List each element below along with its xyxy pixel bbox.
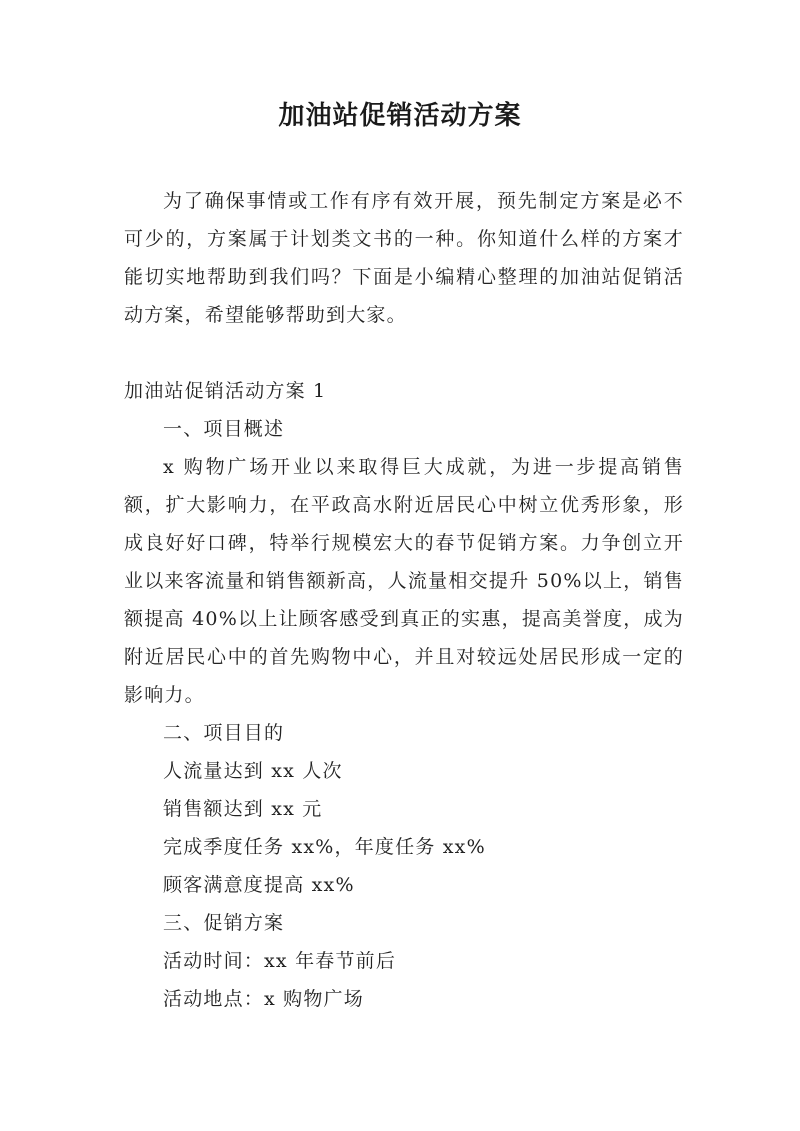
goal-item: 完成季度任务 xx%，年度任务 xx% bbox=[163, 836, 486, 858]
section-title: 加油站促销活动方案 1 bbox=[124, 380, 327, 402]
heading-overview: 一、项目概述 bbox=[163, 418, 285, 440]
goal-item: 销售额达到 xx 元 bbox=[163, 798, 323, 820]
document-body bbox=[124, 182, 684, 1018]
document-title: 加油站促销活动方案 bbox=[278, 101, 522, 131]
activity-time: 活动时间：xx 年春节前后 bbox=[163, 950, 397, 972]
intro-paragraph: 为了确保事情或工作有序有效开展，预先制定方案是必不可少的，方案属于计划类文书的一种。你知道什么样的方案才能切实地帮助到我们吗？下面是小编精心整理的加油站促销活动方案，希望能够帮助到大家。 bbox=[124, 190, 684, 326]
heading-goals: 二、项目目的 bbox=[163, 722, 285, 744]
overview-paragraph: x 购物广场开业以来取得巨大成就，为进一步提高销售额，扩大影响力，在平政高水附近居民心中树立优秀形象，形成良好好口碑，特举行规模宏大的春节促销方案。力争创立开业以来客流量和销售额新高，人流量相交提升 50%以上，销售额提高 40%以上让顾客感受到真正的实惠，提高美誉度，成为附近居民心中的首先购物中心，并且对较远处居民形成一定的影响力。 bbox=[124, 456, 684, 706]
goal-item: 顾客满意度提高 xx% bbox=[163, 874, 355, 896]
heading-promotion: 三、促销方案 bbox=[163, 912, 285, 934]
goal-item: 人流量达到 xx 人次 bbox=[163, 760, 343, 782]
activity-place: 活动地点：x 购物广场 bbox=[163, 988, 364, 1010]
